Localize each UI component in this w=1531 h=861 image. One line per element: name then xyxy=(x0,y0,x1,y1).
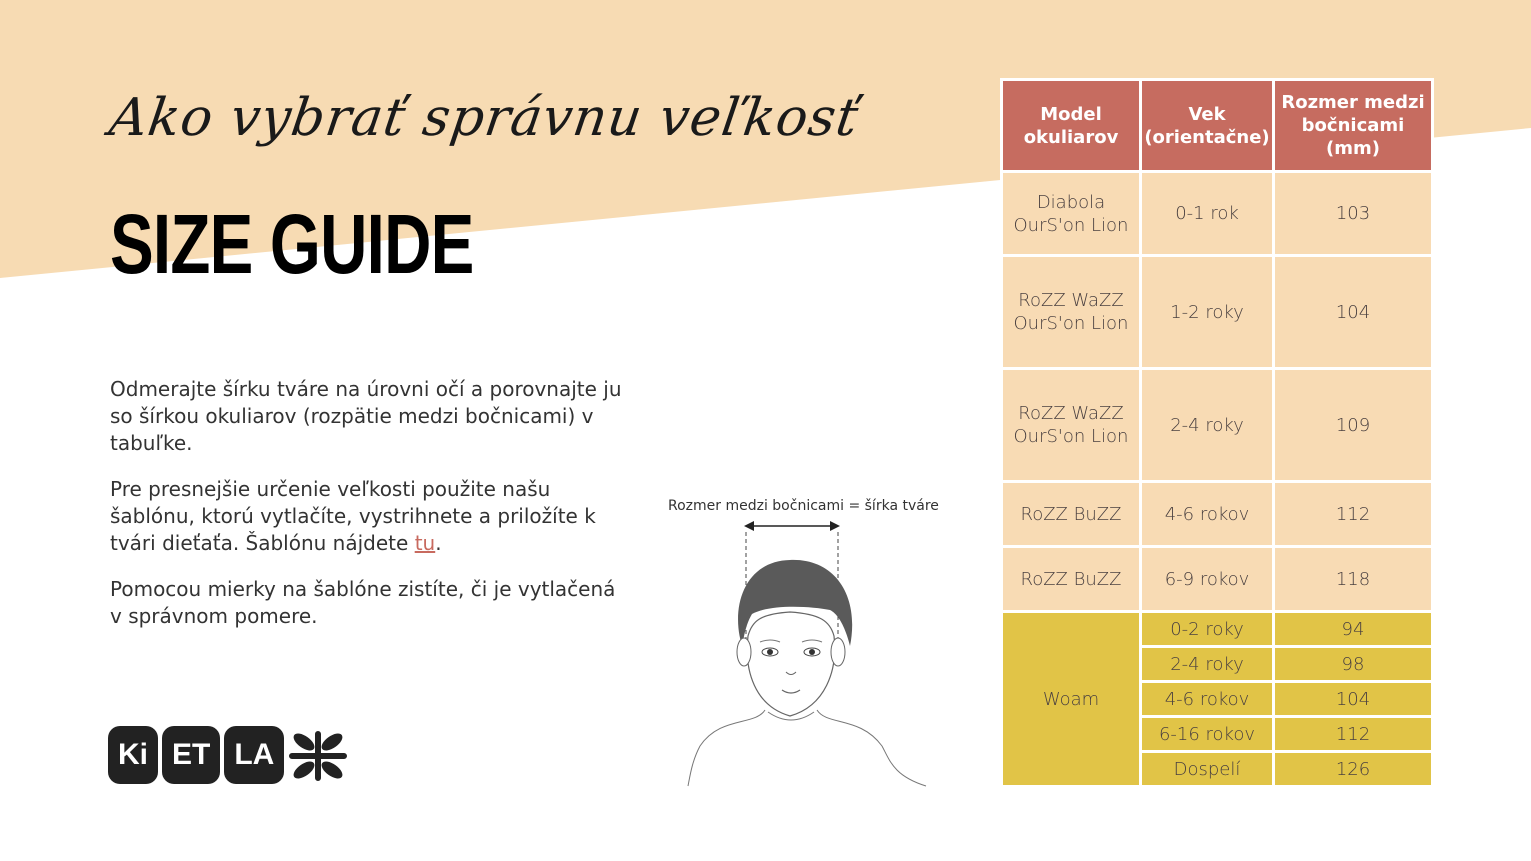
cell-size: 104 xyxy=(1274,682,1433,717)
cell-age: 2-4 roky xyxy=(1141,647,1274,682)
logo-tile-la: LA xyxy=(224,726,284,784)
header-size: Rozmer medzi bočnicami (mm) xyxy=(1274,80,1433,172)
cell-age: 6-9 rokov xyxy=(1141,547,1274,612)
cell-age: 0-1 rok xyxy=(1141,172,1274,256)
page-title: SIZE GUIDE xyxy=(110,197,474,291)
cell-age: 0-2 roky xyxy=(1141,612,1274,647)
table-row xyxy=(1002,482,1433,547)
cell-age: 4-6 rokov xyxy=(1141,482,1274,547)
diagram-label: Rozmer medzi bočnicami = šírka tváre xyxy=(668,498,939,514)
cell-model: RoZZ BuZZ xyxy=(1002,482,1141,547)
cell-size: 104 xyxy=(1274,256,1433,369)
table-row xyxy=(1002,369,1433,482)
kietla-logo xyxy=(108,726,348,784)
cell-size: 118 xyxy=(1274,547,1433,612)
cell-age: 6-16 rokov xyxy=(1141,717,1274,752)
script-title: Ako vybrať správnu veľkosť xyxy=(105,88,863,148)
cell-age: 4-6 rokov xyxy=(1141,682,1274,717)
face-measure-diagram xyxy=(660,496,940,796)
cell-size: 126 xyxy=(1274,752,1433,787)
cell-size: 109 xyxy=(1274,369,1433,482)
cell-size: 94 xyxy=(1274,612,1433,647)
cell-model: RoZZ WaZZ OurS'on Lion xyxy=(1002,256,1141,369)
template-link[interactable]: tu xyxy=(414,531,436,555)
child-face-illustration xyxy=(660,496,940,796)
cell-size: 103 xyxy=(1274,172,1433,256)
cell-size: 112 xyxy=(1274,482,1433,547)
cell-model: RoZZ BuZZ xyxy=(1002,547,1141,612)
intro-paragraph-2 xyxy=(110,476,630,557)
table-header-row xyxy=(1002,80,1433,172)
header-age: Vek (orientačne) xyxy=(1141,80,1274,172)
size-table xyxy=(1000,78,1434,788)
cell-model: Diabola OurS'on Lion xyxy=(1002,172,1141,256)
cell-model: RoZZ WaZZ OurS'on Lion xyxy=(1002,369,1141,482)
dragonfly-icon xyxy=(288,726,348,784)
header-model: Model okuliarov xyxy=(1002,80,1141,172)
cell-age: Dospelí xyxy=(1141,752,1274,787)
intro-paragraph-3: Pomocou mierky na šablóne zistíte, či je vytlačená v správnom pomere. xyxy=(110,577,616,628)
table-row xyxy=(1002,612,1433,647)
cell-size: 112 xyxy=(1274,717,1433,752)
table-row xyxy=(1002,172,1433,256)
intro-paragraph-2-text: Pre presnejšie určenie veľkosti použite našu šablónu, ktorú vytlačíte, vystrihnete a priložíte k tvári dieťaťa. Šablónu nájdete xyxy=(110,477,596,555)
cell-model-woam: Woam xyxy=(1002,612,1141,787)
cell-age: 2-4 roky xyxy=(1141,369,1274,482)
logo-tile-ki: Ki xyxy=(108,726,158,784)
intro-paragraph-2-end: . xyxy=(435,531,442,555)
intro-paragraph-1: Odmerajte šírku tváre na úrovni očí a porovnajte ju so šírkou okuliarov (rozpätie medzi bočnicami) v tabuľke. xyxy=(110,377,622,455)
table-row xyxy=(1002,547,1433,612)
intro-text xyxy=(110,376,630,649)
table-row xyxy=(1002,256,1433,369)
logo-tile-et: ET xyxy=(162,726,220,784)
cell-size: 98 xyxy=(1274,647,1433,682)
cell-age: 1-2 roky xyxy=(1141,256,1274,369)
